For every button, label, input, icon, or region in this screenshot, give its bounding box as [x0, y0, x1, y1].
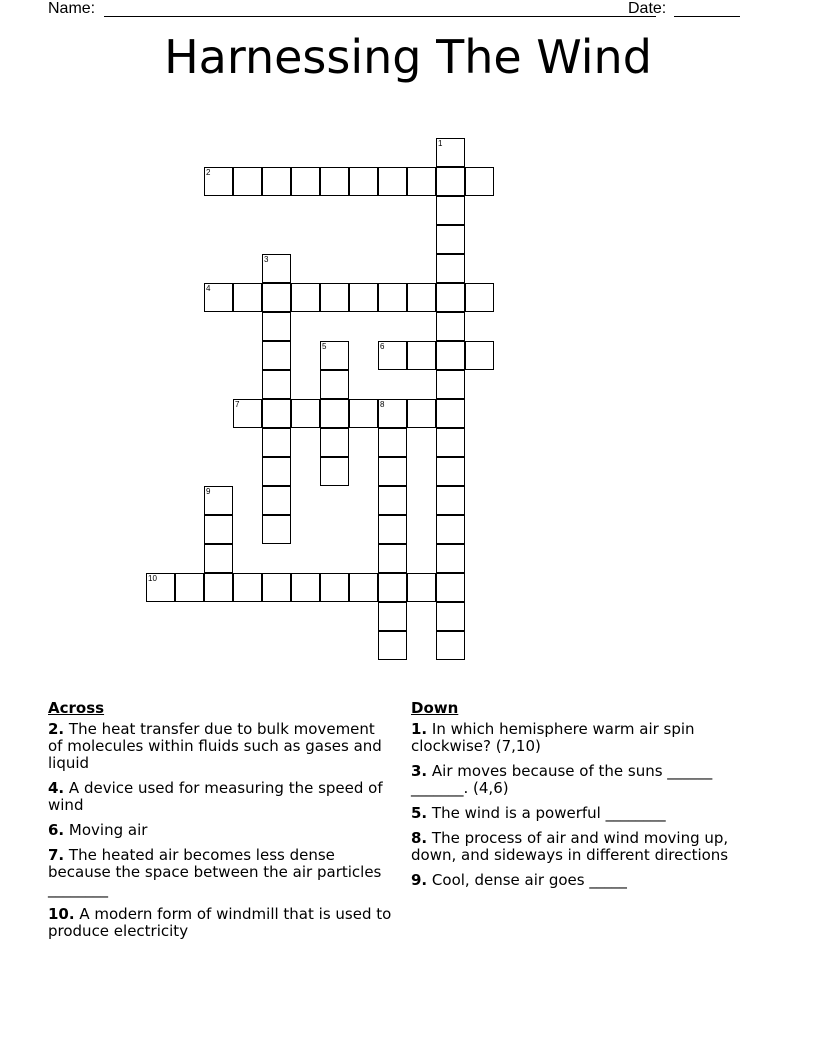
date-label: Date:: [628, 0, 667, 17]
crossword-cell[interactable]: [204, 167, 233, 196]
crossword-cell[interactable]: [407, 167, 436, 196]
crossword-cell[interactable]: [378, 167, 407, 196]
crossword-cell[interactable]: [378, 457, 407, 486]
crossword-cell[interactable]: [262, 486, 291, 515]
crossword-cell[interactable]: [262, 312, 291, 341]
crossword-cell[interactable]: [262, 399, 291, 428]
crossword-cell[interactable]: [436, 457, 465, 486]
crossword-cell[interactable]: [436, 225, 465, 254]
crossword-cell[interactable]: [291, 399, 320, 428]
crossword-cell[interactable]: [291, 167, 320, 196]
crossword-cell[interactable]: [262, 370, 291, 399]
crossword-cell[interactable]: [233, 573, 262, 602]
crossword-cell[interactable]: [407, 341, 436, 370]
crossword-cell[interactable]: [465, 283, 494, 312]
crossword-cell[interactable]: [436, 602, 465, 631]
crossword-cell[interactable]: [349, 573, 378, 602]
crossword-cell[interactable]: [407, 283, 436, 312]
crossword-cell[interactable]: [204, 486, 233, 515]
crossword-cell[interactable]: [320, 370, 349, 399]
crossword-cell[interactable]: [436, 167, 465, 196]
clue-down-3: 3. Air moves because of the suns ______ _______. (4,6): [411, 762, 713, 797]
crossword-cell[interactable]: [378, 544, 407, 573]
crossword-cell[interactable]: [204, 544, 233, 573]
crossword-cell[interactable]: [436, 486, 465, 515]
crossword-cell[interactable]: [320, 283, 349, 312]
crossword-cell[interactable]: [233, 283, 262, 312]
crossword-cell[interactable]: [262, 428, 291, 457]
clue-number: 8: [380, 400, 385, 409]
crossword-cell[interactable]: [175, 573, 204, 602]
crossword-cell[interactable]: [349, 167, 378, 196]
name-label: Name:: [48, 0, 96, 17]
crossword-cell[interactable]: [436, 312, 465, 341]
down-heading: Down: [411, 699, 459, 717]
clue-number: 1: [438, 139, 443, 148]
clue-across-10: 10. A modern form of windmill that is used to produce electricity: [48, 905, 392, 940]
crossword-cell[interactable]: [262, 254, 291, 283]
clue-number: 2: [206, 168, 211, 177]
clue-across-6: 6. Moving air: [48, 821, 148, 839]
crossword-cell[interactable]: [378, 399, 407, 428]
crossword-cell[interactable]: [436, 515, 465, 544]
crossword-cell[interactable]: [436, 544, 465, 573]
crossword-cell[interactable]: [262, 573, 291, 602]
crossword-cell[interactable]: [465, 341, 494, 370]
clue-across-7: 7. The heated air becomes less dense because the space between the air particles ________: [48, 846, 382, 898]
clue-across-4: 4. A device used for measuring the speed of wind: [48, 779, 383, 814]
crossword-cell[interactable]: [233, 399, 262, 428]
crossword-cell[interactable]: [349, 399, 378, 428]
clue-number: 4: [206, 284, 211, 293]
clue-number: 5: [322, 342, 327, 351]
crossword-cell[interactable]: [436, 631, 465, 660]
down-clues: [411, 700, 741, 897]
clue-number: 7: [235, 400, 240, 409]
crossword-cell[interactable]: [320, 341, 349, 370]
crossword-cell[interactable]: [436, 254, 465, 283]
crossword-cell[interactable]: [378, 631, 407, 660]
crossword-cell[interactable]: [320, 457, 349, 486]
crossword-cell[interactable]: [378, 573, 407, 602]
crossword-cell[interactable]: [436, 341, 465, 370]
crossword-cell[interactable]: [320, 167, 349, 196]
page-title: Harnessing The Wind: [164, 30, 652, 84]
clue-across-2: 2. The heat transfer due to bulk movement of molecules within fluids such as gases and liquid: [48, 720, 382, 772]
across-clues: [48, 700, 393, 948]
clue-down-5: 5. The wind is a powerful ________: [411, 804, 666, 822]
crossword-cell[interactable]: [262, 341, 291, 370]
crossword-cell[interactable]: [320, 428, 349, 457]
clue-down-9: 9. Cool, dense air goes _____: [411, 871, 627, 889]
crossword-cell[interactable]: [436, 138, 465, 167]
crossword-cell[interactable]: [204, 283, 233, 312]
crossword-cell[interactable]: [262, 457, 291, 486]
crossword-cell[interactable]: [436, 399, 465, 428]
crossword-cell[interactable]: [262, 515, 291, 544]
clue-number: 3: [264, 255, 269, 264]
clue-down-1: 1. In which hemisphere warm air spin clockwise? (7,10): [411, 720, 695, 755]
crossword-cell[interactable]: [320, 399, 349, 428]
crossword-cell[interactable]: [436, 196, 465, 225]
crossword-cell[interactable]: [465, 167, 494, 196]
crossword-cell[interactable]: [378, 341, 407, 370]
clue-number: 10: [148, 574, 157, 583]
crossword-cell[interactable]: [349, 283, 378, 312]
crossword-cell[interactable]: [436, 370, 465, 399]
crossword-cell[interactable]: [378, 486, 407, 515]
crossword-cell[interactable]: [436, 283, 465, 312]
across-heading: Across: [48, 699, 105, 717]
crossword-cell[interactable]: [407, 573, 436, 602]
crossword-cell[interactable]: [262, 283, 291, 312]
clue-number: 6: [380, 342, 385, 351]
crossword-cell[interactable]: [262, 167, 291, 196]
crossword-cell[interactable]: [436, 573, 465, 602]
crossword-cell[interactable]: [378, 428, 407, 457]
crossword-cell[interactable]: [204, 515, 233, 544]
crossword-cell[interactable]: [436, 428, 465, 457]
crossword-cell[interactable]: [291, 283, 320, 312]
clue-down-8: 8. The process of air and wind moving up, down, and sideways in different directions: [411, 829, 729, 864]
crossword-cell[interactable]: [320, 573, 349, 602]
crossword-cell[interactable]: [146, 573, 175, 602]
crossword-cell[interactable]: [378, 515, 407, 544]
crossword-cell[interactable]: [233, 167, 262, 196]
crossword-cell[interactable]: [204, 573, 233, 602]
crossword-cell[interactable]: [291, 573, 320, 602]
crossword-cell[interactable]: [378, 283, 407, 312]
crossword-cell[interactable]: [378, 602, 407, 631]
clue-number: 9: [206, 487, 211, 496]
crossword-cell[interactable]: [407, 399, 436, 428]
